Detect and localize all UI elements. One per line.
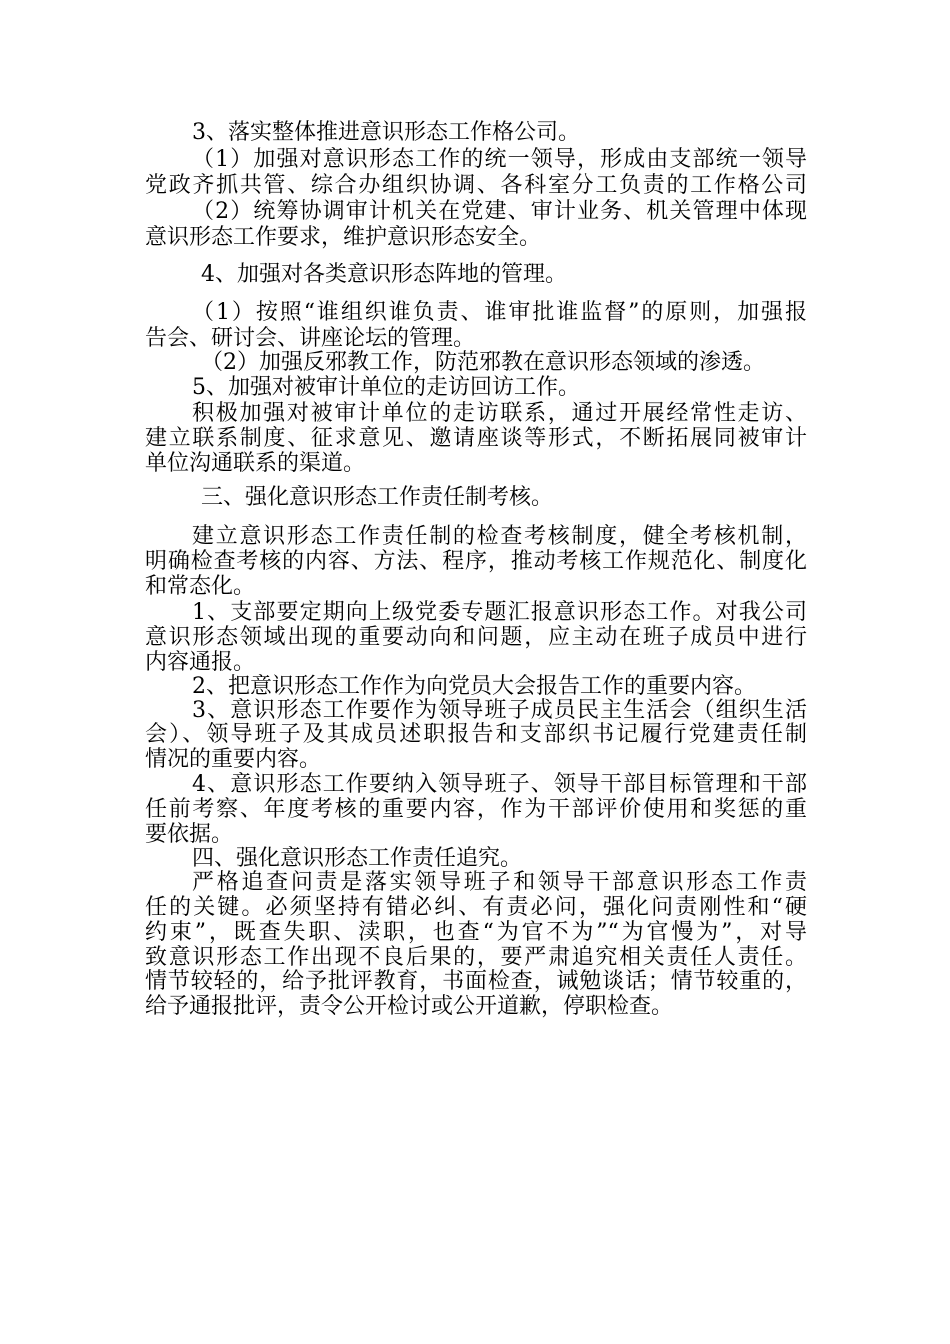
- text-line: 要依据。: [145, 822, 234, 847]
- text-line: 3、落实整体推进意识形态工作格公司。: [192, 120, 580, 145]
- text-line: 建立意识形态工作责任制的检查考核制度，健全考核机制，: [192, 524, 807, 549]
- text-line: 任的关键。必须坚持有错必纠、有责必问，强化问责刚性和“硬: [145, 895, 807, 920]
- text-line: 建立联系制度、征求意见、邀请座谈等形式，不断拓展同被审计: [145, 426, 807, 451]
- text-line: 给予通报批评，责令公开检讨或公开道歉，停职检查。: [145, 994, 674, 1019]
- text-line: 情况的重要内容。: [145, 747, 322, 772]
- text-line: 告会、研讨会、讲座论坛的管理。: [145, 326, 476, 351]
- text-line: 约束”，既查失职、渎职，也查“为官不为”“为官慢为”，对导: [145, 920, 807, 945]
- text-line: 单位沟通联系的渠道。: [145, 451, 366, 476]
- text-line: 3、意识形态工作要作为领导班子成员民主生活会（组织生活: [192, 698, 807, 723]
- text-line: （1）加强对意识形态工作的统一领导，形成由支部统一领导: [192, 147, 807, 172]
- text-line: （2）加强反邪教工作，防范邪教在意识形态领域的渗透。: [201, 350, 765, 375]
- text-line: 积极加强对被审计单位的走访联系，通过开展经常性走访、: [192, 401, 807, 426]
- text-line: （2）统筹协调审计机关在党建、审计业务、机关管理中体现: [192, 199, 807, 224]
- text-line: 4、意识形态工作要纳入领导班子、领导干部目标管理和干部: [192, 772, 807, 797]
- text-line: 党政齐抓共管、综合办组织协调、各科室分工负责的工作格公司: [145, 173, 807, 198]
- text-line: 内容通报。: [145, 650, 256, 675]
- text-line: 致意识形态工作出现不良后果的，要严肃追究相关责任人责任。: [145, 945, 807, 970]
- text-line: 任前考察、年度考核的重要内容，作为干部评价使用和奖惩的重: [145, 797, 807, 822]
- text-line: 会）、领导班子及其成员述职报告和支部织书记履行党建责任制: [145, 722, 807, 747]
- text-line: 和常态化。: [145, 574, 256, 599]
- text-line: （1）按照“谁组织谁负责、谁审批谁监督”的原则，加强报: [192, 300, 807, 325]
- text-line: 严格追查问责是落实领导班子和领导干部意识形态工作责: [192, 870, 807, 895]
- text-line: 明确检查考核的内容、方法、程序，推动考核工作规范化、制度化: [145, 549, 807, 574]
- text-line: 5、加强对被审计单位的走访回访工作。: [192, 375, 580, 400]
- text-line: 意识形态工作要求，维护意识形态安全。: [145, 225, 542, 250]
- text-line: 4、加强对各类意识形态阵地的管理。: [201, 262, 567, 287]
- section-heading: 四、强化意识形态工作责任追究。: [192, 846, 523, 871]
- text-line: 2、把意识形态工作作为向党员大会报告工作的重要内容。: [192, 674, 756, 699]
- text-line: 情节较轻的，给予批评教育，书面检查，诫勉谈话；情节较重的，: [145, 969, 807, 994]
- text-line: 1、支部要定期向上级党委专题汇报意识形态工作。对我公司: [192, 600, 807, 625]
- text-line: 意识形态领域出现的重要动向和问题，应主动在班子成员中进行: [145, 625, 807, 650]
- section-heading: 三、强化意识形态工作责任制考核。: [201, 485, 554, 510]
